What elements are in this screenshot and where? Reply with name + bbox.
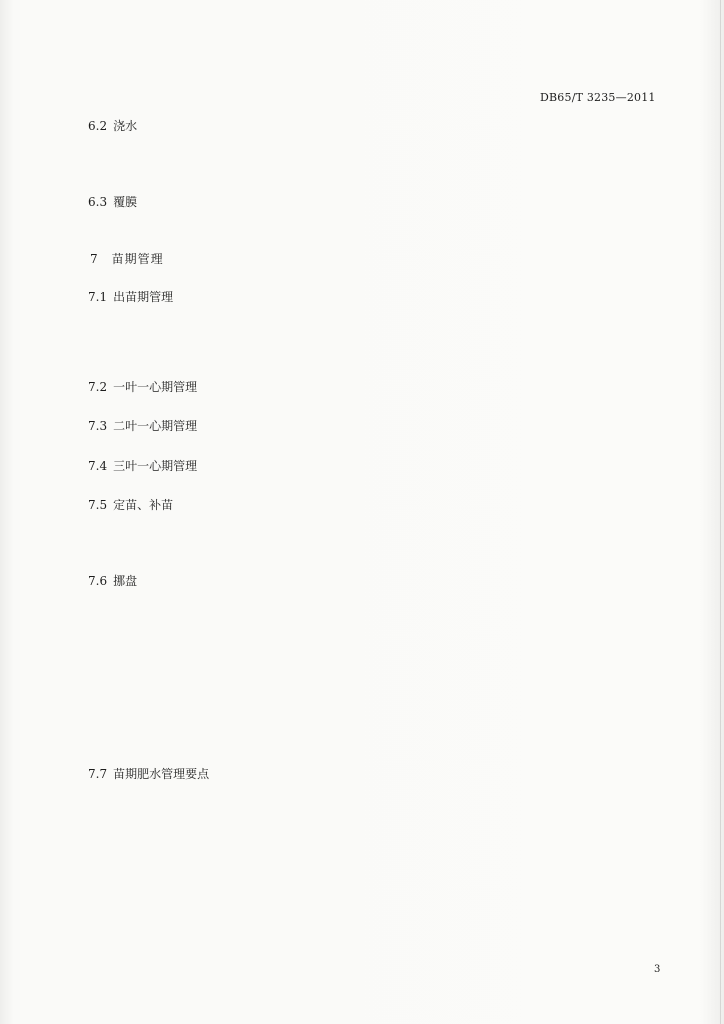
scan-edge-line bbox=[720, 0, 721, 1024]
section-number: 7.7 bbox=[88, 767, 108, 781]
section-number: 7.5 bbox=[88, 498, 108, 512]
document-code-header: DB65/T 3235—2011 bbox=[540, 91, 656, 104]
section-number: 7.2 bbox=[88, 380, 108, 394]
section-title: 苗期肥水管理要点 bbox=[113, 767, 210, 781]
chapter-number: 7 bbox=[90, 252, 99, 266]
section-heading bbox=[88, 195, 137, 209]
page-number: 3 bbox=[654, 964, 661, 975]
section-title: 二叶一心期管理 bbox=[113, 419, 198, 433]
section-heading bbox=[88, 459, 197, 473]
section-number: 7.3 bbox=[88, 419, 108, 433]
section-title: 三叶一心期管理 bbox=[113, 459, 198, 473]
section-title: 挪盘 bbox=[113, 574, 138, 588]
section-number: 6.3 bbox=[88, 195, 108, 209]
section-title: 浇水 bbox=[113, 119, 138, 133]
chapter-heading bbox=[90, 252, 164, 266]
section-title: 定苗、补苗 bbox=[113, 498, 174, 512]
section-heading bbox=[88, 119, 137, 133]
section-heading bbox=[88, 380, 197, 394]
section-title: 出苗期管理 bbox=[113, 290, 174, 304]
section-heading bbox=[88, 498, 173, 512]
section-title: 覆膜 bbox=[113, 195, 138, 209]
section-number: 6.2 bbox=[88, 119, 108, 133]
section-number: 7.4 bbox=[88, 459, 108, 473]
section-heading bbox=[88, 419, 197, 433]
section-number: 7.1 bbox=[88, 290, 108, 304]
chapter-title: 苗期管理 bbox=[111, 252, 164, 266]
section-heading bbox=[88, 767, 209, 781]
section-heading bbox=[88, 290, 173, 304]
section-heading bbox=[88, 574, 137, 588]
section-number: 7.6 bbox=[88, 574, 108, 588]
section-title: 一叶一心期管理 bbox=[113, 380, 198, 394]
